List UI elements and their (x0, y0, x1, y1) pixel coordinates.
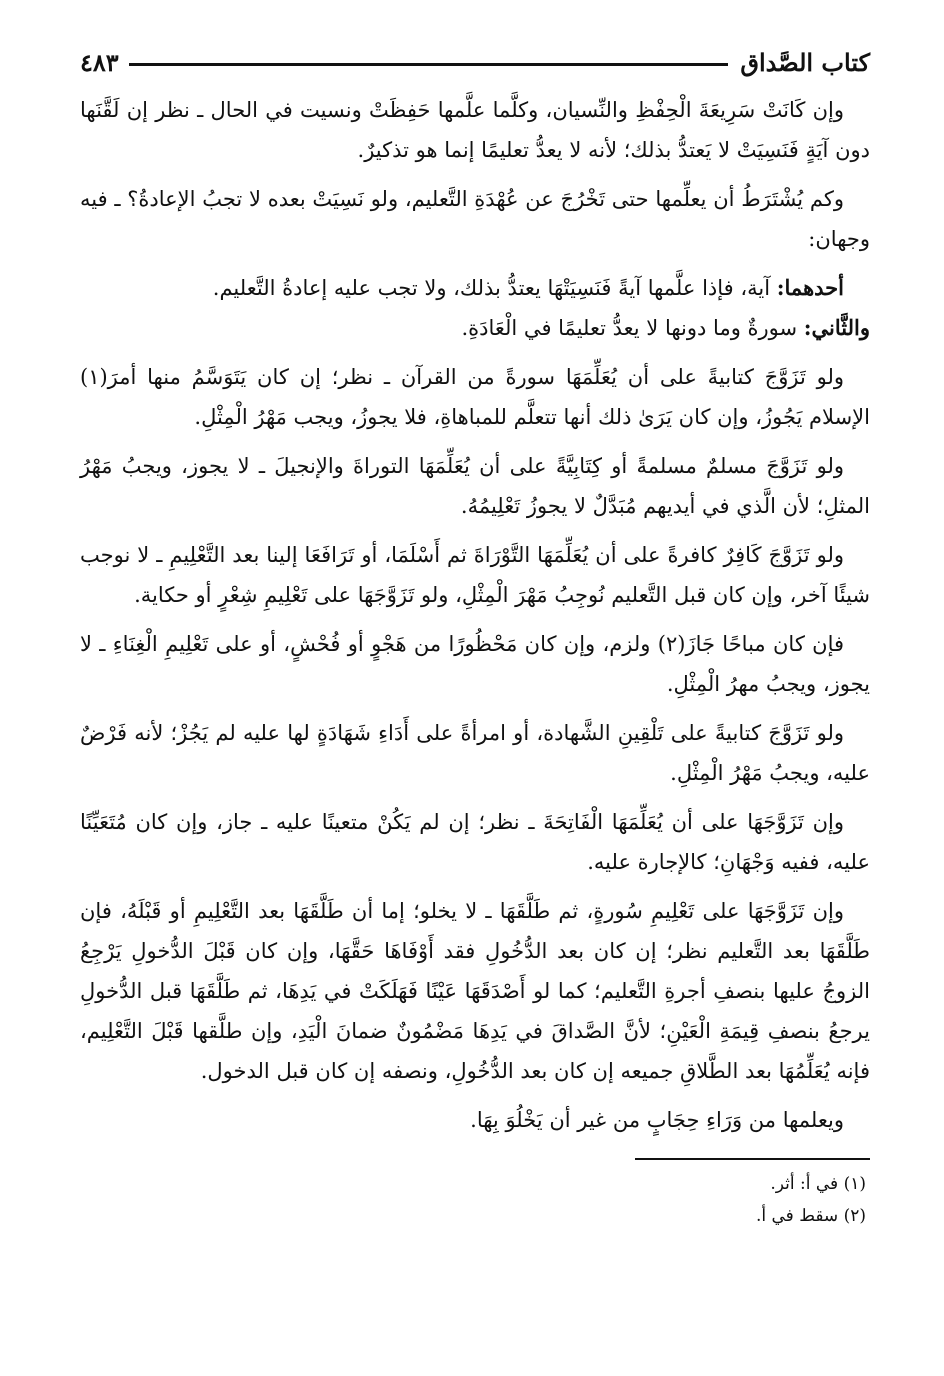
paragraph: أحدهما: آية، فإذا علَّمها آيةً فَنَسِيَتْهَا يعتدُّ بذلك، ولا تجب عليه إعادةُ التَّعليم. (212, 275, 844, 300)
paragraph: وإن كَانَتْ سَرِيعَةَ الْحِفْظِ والنِّسيان، وكلَّما علَّمها حَفِظَتْ ونسيت في الحال ـ نظر إن لَقَّنَها دون آيَةٍ فَنَسِيَتْ لا يَعتدُّ بذلك؛ لأنه لا يعدُّ تعليمًا إنما هو تذكيرٌ. (80, 98, 870, 162)
paragraph: والثَّاني: سورةٌ وما دونها لا يعدُّ تعليمًا في الْعَادَةِ. (461, 315, 870, 340)
header-rule (129, 63, 729, 66)
page-number: ٤٨٣ (80, 47, 119, 77)
footnote: (١) في أ: أثر. (770, 1174, 866, 1194)
paragraph: ولو تَزَوَّجَ كتابيةً على أن يُعَلِّمَهَا سورةً من القرآن ـ نظر؛ إن كان يَتَوَسَّمُ منها أمرَ(١) الإسلام يَجُوزُ، وإن كان يَرَىٰ ذلك أنها تتعلَّم للمباهاةِ، فلا يجوزُ، ويجب مَهْرُ الْمِثْلِ. (80, 365, 870, 429)
paragraph: وكم يُشْتَرَطُ أن يعلِّمها حتى تَخْرُجَ عن عُهْدَةِ التَّعليم، ولو نَسِيَتْ بعده لا تجبُ الإعادةُ؟ ـ فيه وجهان: (80, 187, 870, 251)
paragraph: ولو تَزَوَّجَ مسلمٌ مسلمةً أو كِتَابِيَّةً على أن يُعَلِّمَهَا التوراةَ والإنجيلَ ـ لا يجوز، ويجبُ مَهْرُ المثلِ؛ لأن الَّذي في أيديهم مُبَدَّلٌ لا يجوزُ تَعْلِيمُهُ. (80, 454, 870, 518)
paragraph: ولو تَزَوَّجَ كَافِرٌ كافرةً على أن يُعَلِّمَهَا التَّوْرَاةَ ثم أَسْلَمَا، أو تَرَافَعَا إلينا بعد التَّعْلِيمِ ـ لا نوجب شيئًا آخر، وإن كان قبل التَّعليم نُوجِبُ مَهْرَ الْمِثْلِ، ولو تَزَوَّجَهَا على تَعْلِيمِ شِعْرٍ أو حكاية. (80, 543, 870, 607)
paragraph: ولو تَزَوَّجَ كتابيةً على تَلْقِينِ الشَّهادة، أو امرأةً على أَدَاءِ شَهَادَةٍ لها عليه لم يَجُزْ؛ لأنه فَرْضٌ عليه، ويجبُ مَهْرُ الْمِثْلِ. (80, 721, 870, 785)
paragraph: ويعلمها من وَرَاءِ حِجَابٍ من غير أن يَخْلُوَ بِهَا. (470, 1108, 844, 1132)
paragraph: وإن تَزَوَّجَهَا على أن يُعَلِّمَهَا الْفَاتِحَةَ ـ نظر؛ إن لم يَكُنْ متعينًا عليه ـ جاز، وإن كان مُتَعَيِّنًا عليه، ففيه وَجْهَانِ؛ كالإجارة عليه. (80, 810, 870, 874)
page-header (80, 40, 870, 84)
paragraph: فإن كان مباحًا جَازَ(٢) ولزم، وإن كان مَحْظُورًا من هَجْوٍ أو فُحْشٍ، أو على تَعْلِيمِ الْغِنَاءِ ـ لا يجوز، ويجبُ مهرُ الْمِثْلِ. (80, 632, 870, 696)
footnote-separator (635, 1158, 870, 1160)
paragraph: وإن تَزَوَّجَهَا على تَعْلِيمِ سُورةٍ، ثم طَلَّقَهَا ـ لا يخلو؛ إما أن طَلَّقَهَا بعد التَّعْلِيمِ أو قَبْلَهُ، فإن طَلَّقَهَا بعد التَّعليم نظر؛ إن كان بعد الدُّخُولِ فقد أَوْفَاهَا حَقَّهَا، وإن كان قَبْلَ الدُّخولِ يَرْجِعُ الزوجُ عليها بنصفِ أجرةِ التَّعليم؛ كما لو أَصْدَقَهَا عَيْنًا فَهَلَكَتْ في يَدِهَا، ثم طَلَّقَهَا قبل الدُّخولِ يرجعُ بنصفِ قِيمَةِ الْعَيْنِ؛ لأنَّ الصَّداقَ في يَدِهَا مَضْمُونٌ ضمانَ الْيَدِ، وإن طلَّقها قَبْلَ التَّعْلِيم، فإنه يُعَلِّمُهَا بعد الطَّلاقِ جميعه إن كان بعد الدُّخُولِ، ونصفه إن كان قبل الدخول. (80, 899, 870, 1083)
paragraph-lead: والثَّاني: (803, 315, 870, 340)
book-page (80, 40, 870, 1350)
footnote: (٢) سقط في أ. (755, 1206, 866, 1226)
paragraph-lead: أحدهما: (776, 275, 844, 300)
main-text (80, 90, 870, 1140)
running-title: كتاب الصَّداق (740, 47, 870, 77)
